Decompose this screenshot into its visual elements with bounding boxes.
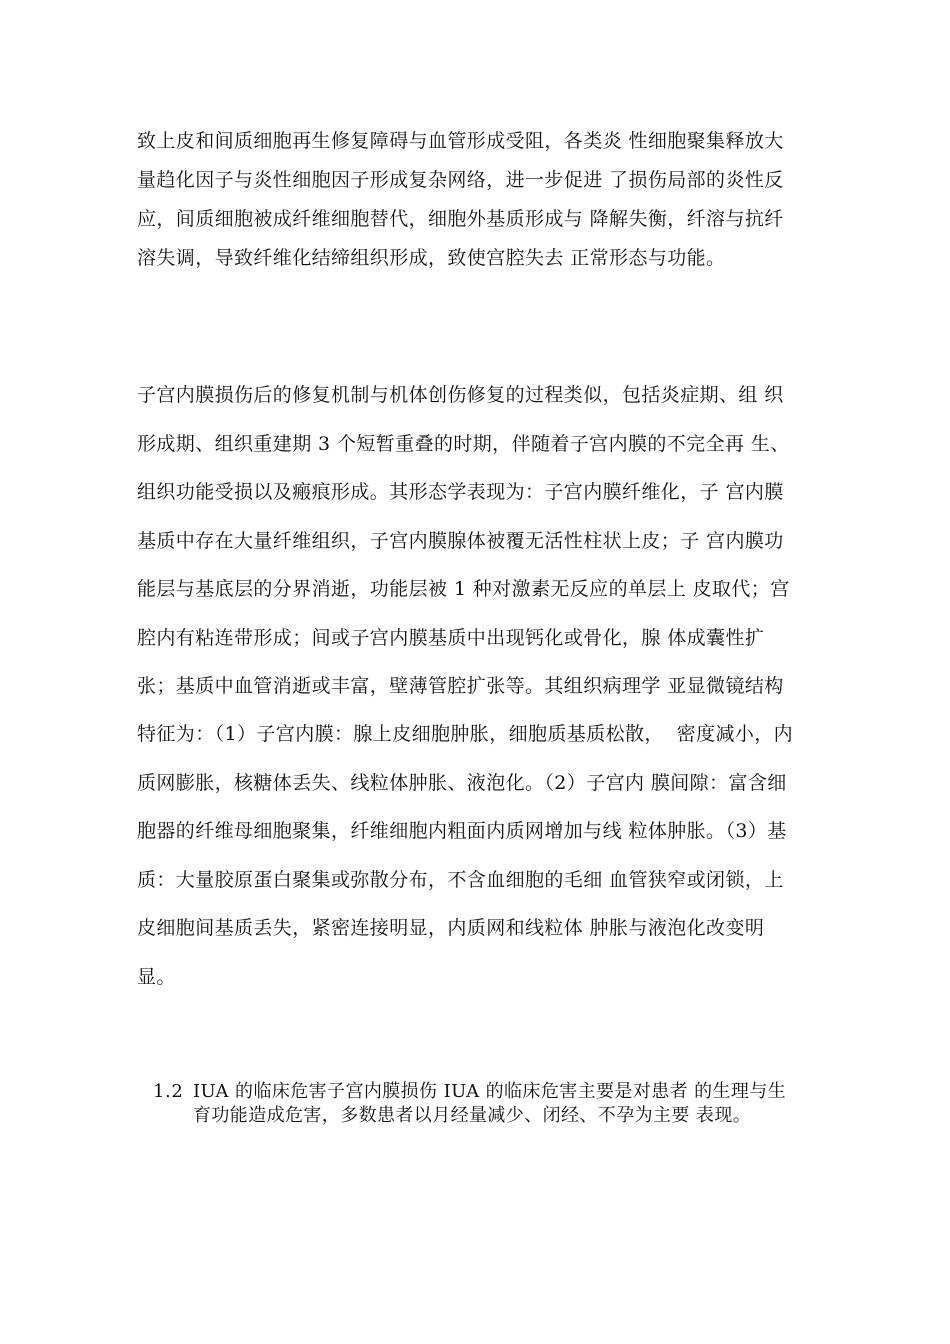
paragraph-line: 能层与基底层的分界消逝，功能层被 1 种对激素无反应的单层上 皮取代；宫 [137, 578, 790, 600]
paragraph-line: 质网膨胀，核糖体丢失、线粒体肿胀、液泡化。（2）子宫内 膜间隙：富含细 [137, 772, 787, 794]
paragraph-line: 显。 [137, 966, 176, 988]
section-line: 育功能造成危害，多数患者以月经量减少、闭经、不孕为主要 表现。 [193, 1105, 752, 1126]
paragraph-line: 胞器的纤维母细胞聚集，纤维细胞内粗面内质网增加与线 粒体肿胀。（3）基 [137, 820, 787, 842]
paragraph-line: 量趋化因子与炎性细胞因子形成复杂网络，进一步促进 了损伤局部的炎性反 [137, 169, 784, 191]
paragraph-line: 子宫内膜损伤后的修复机制与机体创伤修复的过程类似，包括炎症期、组 织 [137, 384, 784, 406]
paragraph-line: 皮细胞间基质丢失，紧密连接明显，内质网和线粒体 肿胀与液泡化改变明 [137, 917, 765, 939]
paragraph-line: 基质中存在大量纤维组织，子宫内膜腺体被覆无活性柱状上皮；子 宫内膜功 [137, 530, 784, 552]
paragraph-line: 张；基质中血管消逝或丰富，壁薄管腔扩张等。其组织病理学 亚显微镜结构 [137, 675, 784, 697]
paragraph-line: 组织功能受损以及瘢痕形成。其形态学表现为：子宫内膜纤维化，子 宫内膜 [137, 481, 784, 503]
paragraph-line: 特征为：（1）子宫内膜：腺上皮细胞肿胀，细胞质基质松散， 密度减小，内 [137, 723, 794, 745]
paragraph-line: 溶失调，导致纤维化结缔组织形成，致使宫腔失去 正常形态与功能。 [137, 247, 726, 269]
paragraph-line: 质：大量胶原蛋白聚集或弥散分布，不含血细胞的毛细 血管狭窄或闭锁，上 [137, 869, 784, 891]
paragraph-line: 腔内有粘连带形成；间或子宫内膜基质中出现钙化或骨化，腺 体成囊性扩 [137, 627, 765, 649]
paragraph-line: 应，间质细胞被成纤维细胞替代，细胞外基质形成与 降解失衡，纤溶与抗纤 [137, 208, 784, 230]
section-number: 1.2 [153, 1081, 184, 1102]
paragraph-line: 致上皮和间质细胞再生修复障碍与血管形成受阻，各类炎 性细胞聚集释放大 [137, 130, 784, 152]
paragraph-line: 形成期、组织重建期 3 个短暂重叠的时期，伴随着子宫内膜的不完全再 生、 [137, 433, 790, 455]
section-line: IUA 的临床危害子宫内膜损伤 IUA 的临床危害主要是对患者 的生理与生 [193, 1081, 787, 1102]
